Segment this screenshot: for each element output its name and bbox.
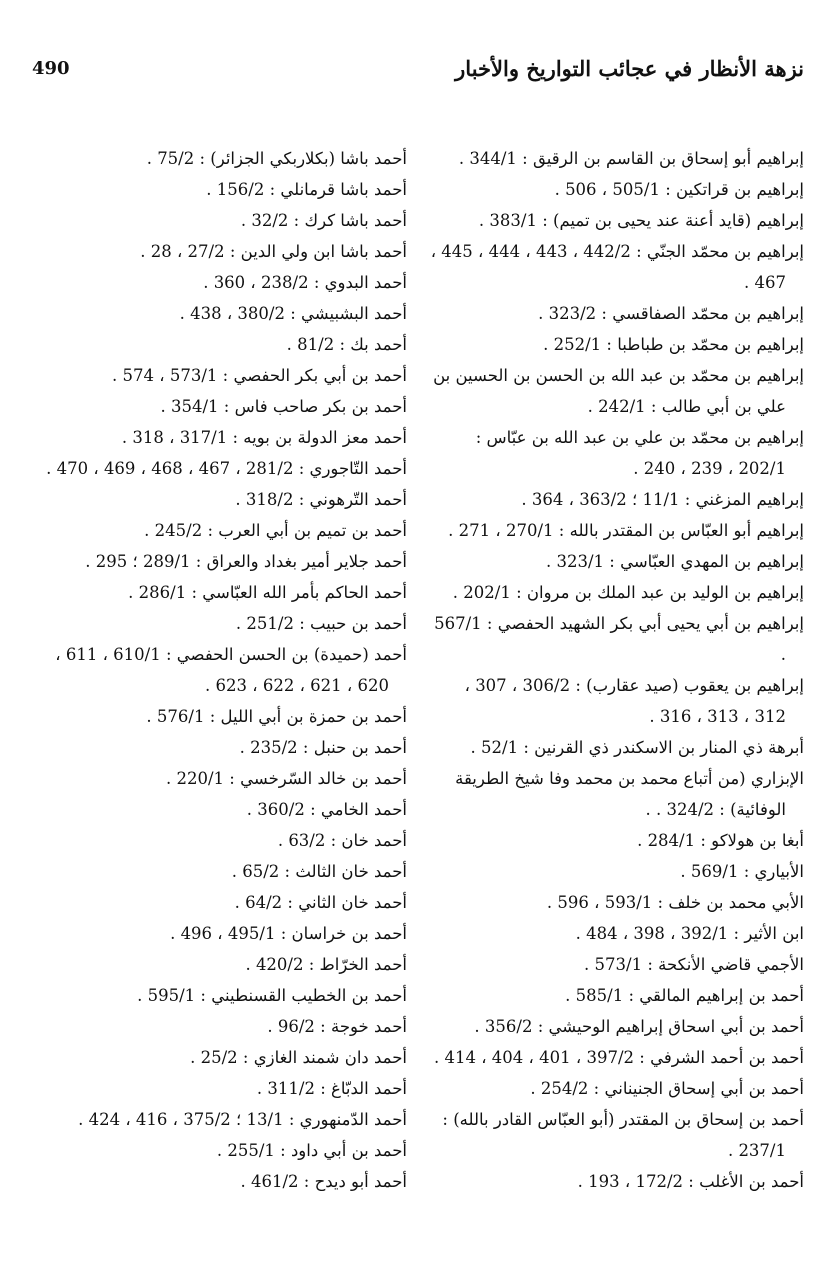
index-entry: أحمد معز الدولة بن بويه : 317/1 ، 318 . [121,428,407,447]
index-entry: أحمد باشا قرمانلي : 156/2 . [206,180,407,199]
index-entry: أحمد باشا كرك : 32/2 . [240,211,407,230]
running-title: نزهة الأنظار في عجائب التواريخ والأخبار [455,56,804,81]
index-entry: أحمد بن خراسان : 495/1 ، 496 . [170,924,407,943]
index-entry: الأبي محمد بن خلف : 593/1 ، 596 . [546,893,804,912]
index-entry: أحمد بن أحمد الشرفي : 397/2 ، 401 ، 404 ، 414 . [433,1048,804,1067]
index-entry: أبغا بن هولاكو : 284/1 . [637,831,804,850]
index-entry: أحمد الدبّاغ : 311/2 . [256,1079,407,1098]
index-entry: أحمد بن أبي داود : 255/1 . [216,1141,407,1160]
index-entry: إبراهيم بن يعقوب (صيد عقارب) : 306/2 ، 307 ، 312 ، 313 ، 316 . [464,676,804,726]
index-entry: الإبزاري (من أتباع محمد بن محمد وفا شيخ الطريقة الوفائية) : 324/2 . . [455,769,804,819]
index-entry: أحمد بن إبراهيم المالقي : 585/1 . [565,986,804,1005]
index-entry: ابن الأثير : 392/1 ، 398 ، 484 . [575,924,804,943]
index-entry: أحمد البشبيشي : 380/2 ، 438 . [179,304,407,323]
index-entry: أحمد التّاجوري : 281/2 ، 467 ، 468 ، 469 ، 470 . [46,459,407,478]
index-entry: أحمد باشا ابن ولي الدين : 27/2 ، 28 . [140,242,407,261]
index-entry: أحمد الخامي : 360/2 . [246,800,407,819]
index-entry: أحمد دان شمند الغازي : 25/2 . [190,1048,407,1067]
index-entry: أحمد التّرهوني : 318/2 . [235,490,407,509]
index-entry: إبراهيم بن محمّد الصفاقسي : 323/2 . [538,304,804,323]
index-entry: أحمد أبو ديدح : 461/2 . [240,1172,407,1191]
index-entry: إبراهيم بن محمّد بن علي بن عبد الله بن عبّاس : 202/1 ، 239 ، 240 . [475,428,804,478]
index-entry: إبراهيم بن أبي يحيى أبي بكر الشهيد الحفصي : 567/1 . [434,614,804,664]
index-entry: أحمد جلاير أمير بغداد والعراق : 289/1 ؛ 295 . [85,552,407,571]
index-entry: أحمد الحاكم بأمر الله العبّاسي : 286/1 . [128,583,407,602]
index-entry: أحمد بن إسحاق بن المقتدر (أبو العبّاس القادر بالله) : 237/1 . [442,1110,804,1160]
index-entry: أبرهة ذي المنار بن الاسكندر ذي القرنين : 52/1 . [470,738,804,757]
index-entry: أحمد باشا (بكلاربكي الجزائر) : 75/2 . [146,149,407,168]
index-entry: أحمد بن أبي اسحاق إبراهيم الوحيشي : 356/2 . [474,1017,804,1036]
index-entry: أحمد بن حمزة بن أبي الليل : 576/1 . [146,707,407,726]
index-entry: إبراهيم بن محمّد بن عبد الله بن الحسن بن الحسين بن علي بن أبي طالب : 242/1 . [433,366,804,416]
page-number: 490 [32,58,70,79]
index-entry: أحمد بن أبي إسحاق الجنيناني : 254/2 . [530,1079,804,1098]
index-entry: إبراهيم المزغني : 11/1 ؛ 363/2 ، 364 . [521,490,804,509]
index-entry: أحمد بن حبيب : 251/2 . [235,614,407,633]
index-entry: أحمد بن الخطيب القسنطيني : 595/1 . [137,986,407,1005]
index-entry: إبراهيم بن محمّد بن طباطبا : 252/1 . [543,335,804,354]
index-entry: أحمد بن الأغلب : 172/2 ، 193 . [577,1172,804,1191]
index-entry: أحمد خان : 63/2 . [277,831,407,850]
page-header [32,56,804,90]
index-entry: إبراهيم بن قراتكين : 505/1 ، 506 . [554,180,804,199]
index-entry: إبراهيم بن الوليد بن عبد الملك بن مروان : 202/1 . [452,583,804,602]
index-entry: أحمد خوجة : 96/2 . [267,1017,407,1036]
index-entry: أحمد خان الثالث : 65/2 . [231,862,407,881]
index-entry: أحمد بن حنبل : 235/2 . [239,738,407,757]
index-entry: إبراهيم أبو العبّاس بن المقتدر بالله : 270/1 ، 271 . [448,521,804,540]
index-entry: إبراهيم أبو إسحاق بن القاسم بن الرقيق : 344/1 . [458,149,804,168]
index-entry: أحمد خان الثاني : 64/2 . [234,893,407,912]
index-entry: إبراهيم بن محمّد الجنّي : 442/2 ، 443 ، 444 ، 445 ، 467 . [430,242,804,292]
index-entry: الأبياري : 569/1 . [680,862,804,881]
index-entry: أحمد البدوي : 238/2 ، 360 . [203,273,407,292]
index-column-right [429,143,804,1197]
index-entry: أحمد بن خالد السّرخسي : 220/1 . [165,769,407,788]
index-entry: إبراهيم (قايد أعنة عند يحيى بن تميم) : 383/1 . [478,211,804,230]
index-column-left [32,143,407,1197]
index-entry: أحمد بن بكر صاحب فاس : 354/1 . [160,397,407,416]
index-entry: أحمد (حميدة) بن الحسن الحفصي : 610/1 ، 611 ، 620 ، 621 ، 622 ، 623 . [55,645,407,695]
index-entry: إبراهيم بن المهدي العبّاسي : 323/1 . [545,552,804,571]
index-entry: الأجمي قاضي الأنكحة : 573/1 . [584,955,804,974]
index-entry: أحمد بن أبي بكر الحفصي : 573/1 ، 574 . [112,366,407,385]
index-entry: أحمد بن تميم بن أبي العرب : 245/2 . [144,521,407,540]
index-entry: أحمد الدّمنهوري : 13/1 ؛ 375/2 ، 416 ، 424 . [78,1110,407,1129]
index-entry: أحمد بك : 81/2 . [286,335,407,354]
index-entry: أحمد الخرّاط : 420/2 . [245,955,407,974]
